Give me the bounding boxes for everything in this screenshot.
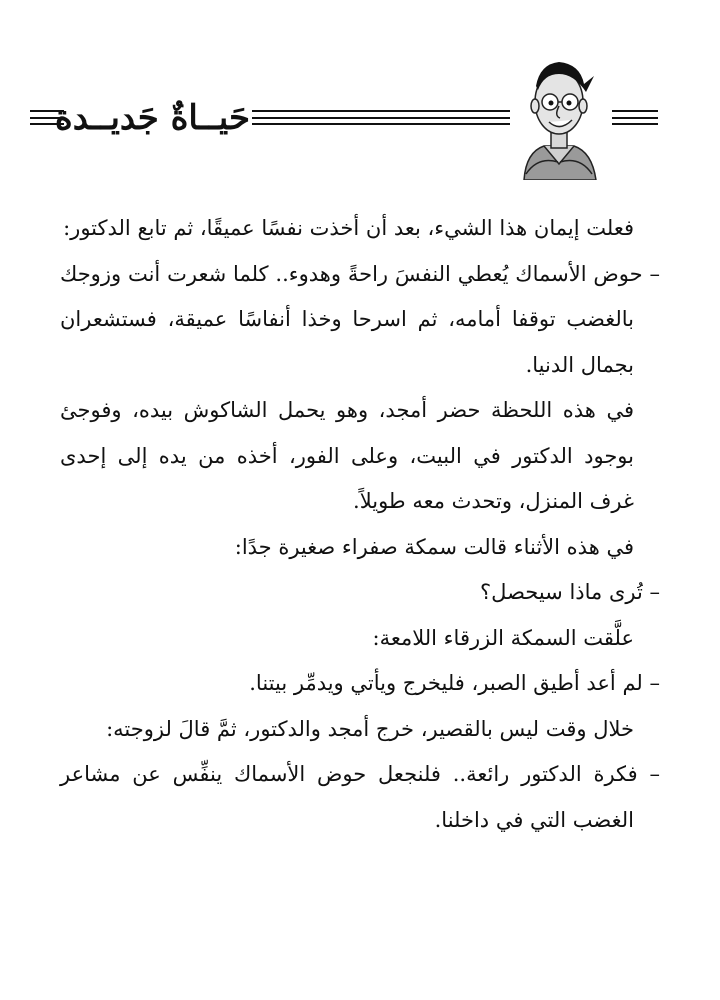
- header-rule-right: [612, 110, 658, 125]
- cartoon-boy-icon: [514, 56, 604, 180]
- paragraph: خلال وقت ليس بالقصير، خرج أمجد والدكتور، ثمَّ قالَ لزوجته:: [106, 716, 634, 741]
- paragraph-dialogue: – لم أعد أطيق الصبر، فليخرج ويأتي ويدمِّر بيتنا.: [249, 671, 660, 695]
- paragraph: فعلت إيمان هذا الشيء، بعد أن أخذت نفسًا عميقًا، ثم تابع الدكتور:: [63, 216, 634, 240]
- paragraph: في هذه اللحظة حضر أمجد، وهو يحمل الشاكوش بيده، وفوجئ بوجود الدكتور في البيت، وعلى الفور، أخذه من يده إلى إحدى غرف المنزل، وتحدث معه طويلاً.: [60, 398, 634, 513]
- paragraph: علَّقت السمكة الزرقاء اللامعة:: [372, 625, 634, 650]
- paragraph-dialogue: – تُرى ماذا سيحصل؟: [480, 580, 660, 604]
- paragraph-dialogue: – فكرة الدكتور رائعة.. فلنجعل حوض الأسماك ينفِّس عن مشاعر الغضب التي في داخلنا.: [60, 762, 660, 832]
- paragraph-dialogue: – حوض الأسماك يُعطي النفسَ راحةً وهدوء.. كلما شعرت أنت وزوجك بالغضب توقفا أمامه، ثم اسرحا وخذا أنفاسًا عميقة، فستشعران بجمال الدنيا.: [60, 261, 660, 377]
- paragraph: في هذه الأثناء قالت سمكة صفراء صغيرة جدًا:: [234, 534, 634, 559]
- story-text: [60, 206, 660, 906]
- page-header: [0, 0, 720, 200]
- chapter-title: حَيــاةٌ جَديــدة: [54, 98, 250, 138]
- header-rule-middle: [252, 110, 510, 125]
